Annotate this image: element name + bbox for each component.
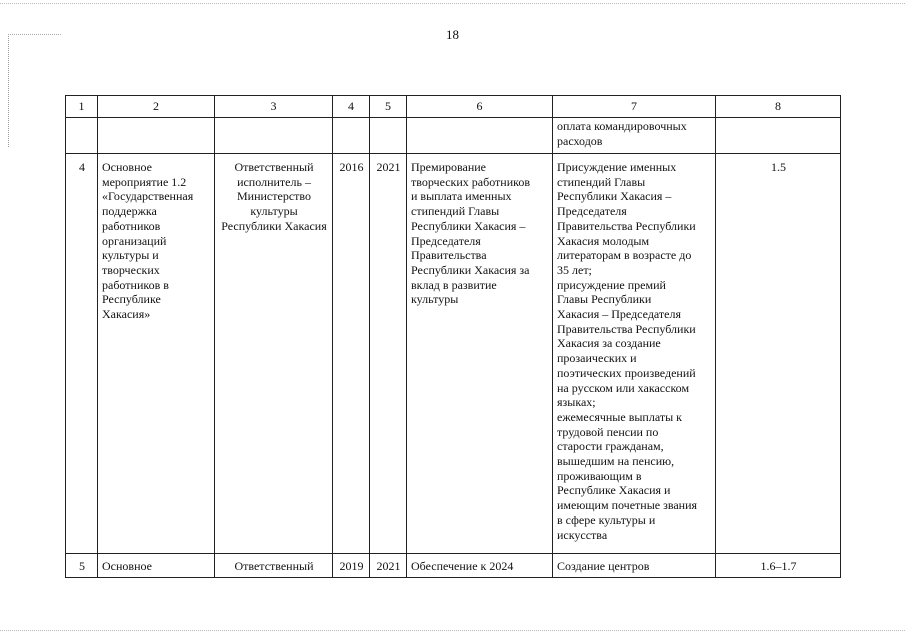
scan-artifact-bottom	[0, 630, 905, 631]
table-row	[66, 118, 841, 154]
executor-cell: Ответственный	[215, 554, 333, 578]
header-cell: 6	[407, 96, 553, 118]
result-cell: Обеспечение к 2024	[407, 554, 553, 578]
activity-cell: Основное мероприятие 1.2 «Государственная поддержка работников организаций культуры и творческих работников в Республике Хакасия»	[98, 154, 215, 554]
description-cell: Создание центров	[553, 554, 716, 578]
start-year-cell	[333, 118, 370, 154]
start-year-cell: 2019	[333, 554, 370, 578]
description-cell: Присуждение именных стипендий Главы Республики Хакасия – Председателя Правительства Республики Хакасия молодым литераторам в возрасте до 35 лет; присуждение премий Главы Республики Хакасия – Председателя Правительства Республики Хакасия за создание прозаических и поэтических произведений на русском или хакасском языках; ежемесячные выплаты к трудовой пенсии по старости гражданам, вышедшим на пенсию, проживающим в Республике Хакасия и имеющим почетные звания в сфере культуры и искусства	[553, 154, 716, 554]
result-cell: Премирование творческих работников и выплата именных стипендий Главы Республики Хакасия – Председателя Правительства Республики Хакасия за вклад в развитие культуры	[407, 154, 553, 554]
indicator-cell	[716, 118, 841, 154]
executor-cell: Ответственный исполнитель – Министерство культуры Республики Хакасия	[215, 154, 333, 554]
row-number-cell	[66, 118, 98, 154]
table-header-row	[66, 96, 841, 118]
activity-cell	[98, 118, 215, 154]
row-number-cell: 5	[66, 554, 98, 578]
scan-artifact-top	[0, 3, 905, 4]
header-cell: 3	[215, 96, 333, 118]
program-table	[65, 95, 841, 578]
end-year-cell: 2021	[370, 554, 407, 578]
table-row	[66, 554, 841, 578]
side-stamp	[8, 34, 61, 147]
executor-cell	[215, 118, 333, 154]
header-cell: 4	[333, 96, 370, 118]
row-number-cell: 4	[66, 154, 98, 554]
indicator-cell: 1.5	[716, 154, 841, 554]
header-cell: 2	[98, 96, 215, 118]
header-cell: 7	[553, 96, 716, 118]
description-cell: оплата командировочных расходов	[553, 118, 716, 154]
indicator-cell: 1.6–1.7	[716, 554, 841, 578]
activity-cell: Основное	[98, 554, 215, 578]
start-year-cell: 2016	[333, 154, 370, 554]
result-cell	[407, 118, 553, 154]
header-cell: 8	[716, 96, 841, 118]
end-year-cell: 2021	[370, 154, 407, 554]
table-row	[66, 154, 841, 554]
header-cell: 5	[370, 96, 407, 118]
page-number: 18	[446, 27, 459, 42]
end-year-cell	[370, 118, 407, 154]
header-cell: 1	[66, 96, 98, 118]
